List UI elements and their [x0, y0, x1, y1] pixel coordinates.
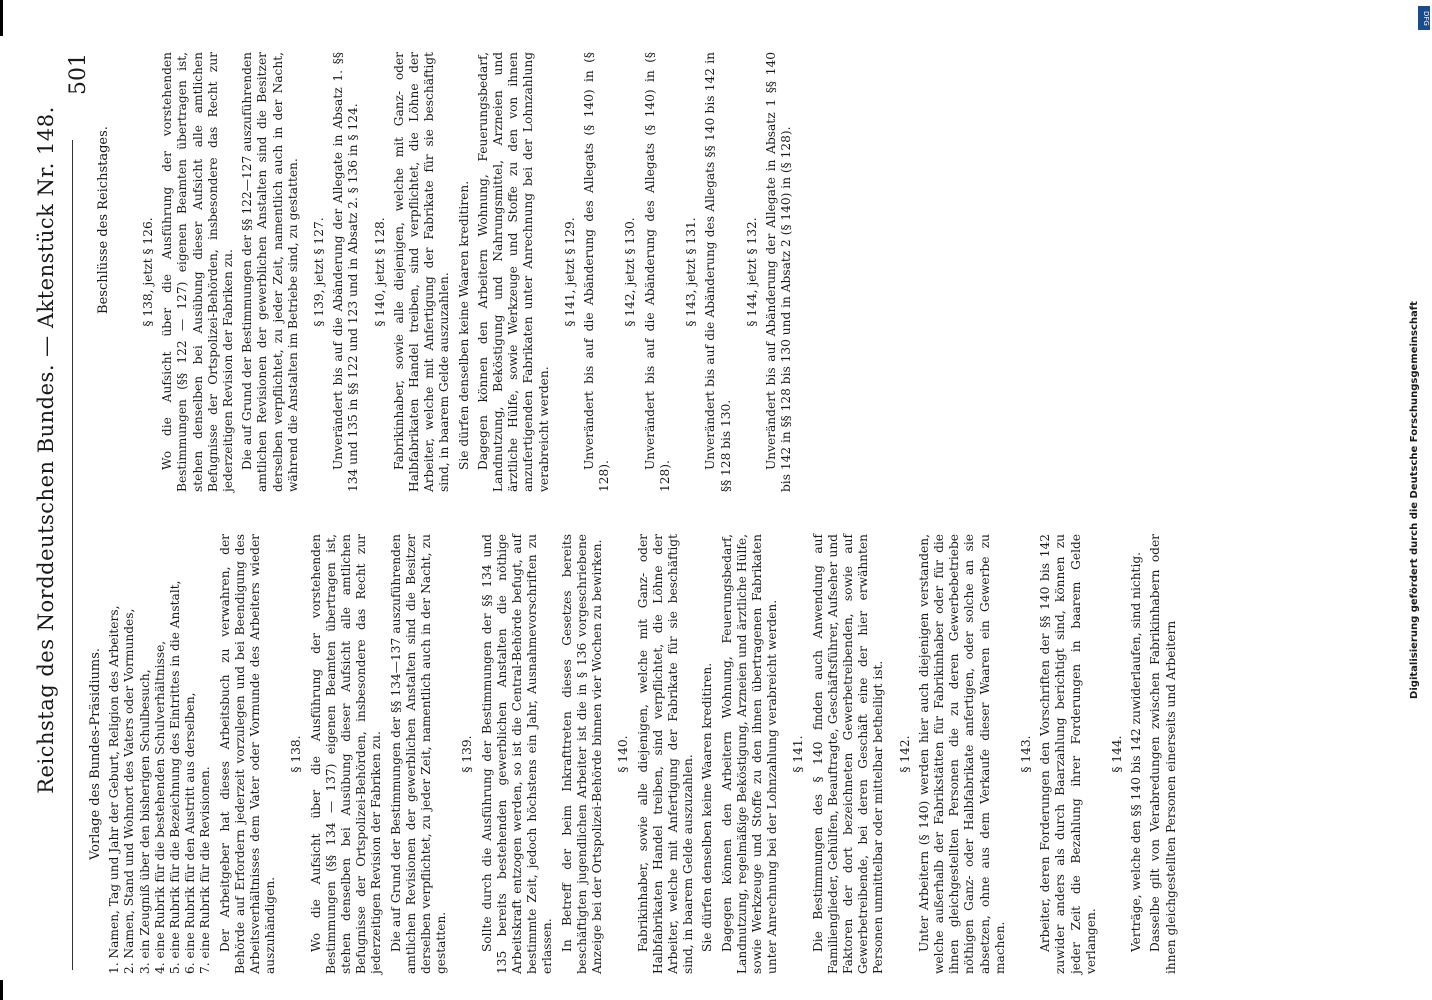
- header-rule: [72, 140, 73, 970]
- paragraph: Unter Arbeitern (§ 140) werden hier auch diejenigen verstanden, welche außerhalb der Fabrikstätten für Fabrikinhaber oder für die ihnen gleichgestellten Personen die zu deren Gewerbebetriebe nöthigen Ganz- oder Halbfabrikate anfertigen, oder solche an sie absetzen, ohne aus dem Verkaufe dieser Waaren ein Gewerbe zu machen.: [916, 534, 1007, 974]
- section-title: § 142, jetzt § 130.: [623, 217, 638, 327]
- paragraph: Unverändert bis auf die Abänderung des Allegats (§ 140) in (§ 128).: [642, 52, 672, 492]
- paragraph: Unverändert bis auf Abänderung der Allegate in Absatz 1 §§ 140 bis 142 in §§ 128 bis 130 und in Absatz 2 (§ 140) in (§ 128).: [763, 52, 794, 492]
- paragraph: Fabrikinhaber, sowie alle diejenigen, welche mit Ganz- oder Halbfabrikaten Handel treiben, sind verpflichtet, die Löhne der Arbeiter, welche mit Anfertigung der Fabrikate für sie beschäftigt sind, in baarem Gelde auszuzahlen.: [391, 52, 452, 492]
- list-item: 4. eine Rubrik für die bestehenden Schulverhältnisse,: [152, 640, 167, 974]
- page-number: 501: [66, 53, 91, 95]
- paragraph: Unverändert bis auf die Abänderung des Allegats §§ 140 bis 142 in §§ 128 bis 130.: [703, 52, 733, 492]
- section-title: § 140, jetzt § 128.: [372, 217, 387, 327]
- section-title: § 141, jetzt § 129.: [562, 217, 577, 327]
- paragraph: Wo die Aufsicht über die Ausführung der vorstehenden Bestimmungen (§§ 122 — 127) eigenen Beamten übertragen ist, stehen denselben bei Ausübung dieser Aufsicht alle amtlichen Befugnisse der Ortspolizei-Behörden, insbesondere das Recht zur jederzeitigen Revision der Fabriken zu.: [160, 52, 236, 492]
- paragraph: Fabrikinhaber, sowie alle diejenigen, welche mit Ganz- oder Halbfabrikaten Handel treiben, sind verpflichtet, die Löhne der Arbeiter, welche mit Anfertigung der Fabrikate für sie beschäftigt sind, in baarem Gelde auszuzahlen.: [635, 534, 696, 974]
- running-head: Reichstag des Norddeutschen Bundes. — Aktenstück Nr. 148.: [34, 106, 58, 794]
- paragraph: Unverändert bis auf die Abänderung der Allegate in Absatz 1. §§ 134 und 135 in §§ 122 und 123 und in Absatz 2. § 136 in § 124.: [331, 52, 361, 492]
- paragraph: Die auf Grund der Bestimmungen der §§ 122—127 auszuführenden amtlichen Revisionen der gewerblichen Anstalten sind die Besitzer derselben verpflichtet, zu jeder Zeit, namentlich auch in der Nacht, während die Anstalten im Betriebe sind, zu gestatten.: [240, 52, 300, 492]
- paragraph: Die Bestimmungen des § 140 finden auch Anwendung auf Familienglieder, Gehülfen, Beauftragte, Geschäftsführer, Aufseher und Faktoren der dort bezeichneten Gewerbetreibenden, sowie auf Gewerbetreibende, bei deren Geschäft eine der hier erwähnten Personen unmittelbar oder mittelbar betheiligt ist.: [810, 534, 886, 974]
- digitization-text: Digitalisierung gefördert durch die Deutsche Forschungsgemeinschaft: [1409, 301, 1420, 699]
- paragraph: Wo die Aufsicht über die Ausführung der vorstehenden Bestimmungen (§§ 134 — 137) eigenen Beamten übertragen ist, stehen denselben bei Ausübung dieser Aufsicht alle amtlichen Befugnisse der Ortspolizei-Behörden, insbesondere das Recht zur jederzeitigen Revision der Fabriken zu.: [308, 534, 384, 974]
- section-title: § 143, jetzt § 131.: [684, 217, 699, 327]
- paragraph: Verträge, welche den §§ 140 bis 142 zuwiderlaufen, sind nichtig.: [1129, 551, 1144, 952]
- paragraph: Unverändert bis auf die Abänderung des Allegats (§ 140) in (§ 128).: [582, 52, 612, 492]
- list-item: 6. eine Rubrik für den Austritt aus derselben,: [183, 692, 198, 974]
- section-title: § 144.: [1109, 735, 1124, 773]
- section-title: § 139, jetzt § 127.: [312, 217, 327, 327]
- list-item: 3. ein Zeugniß über den bisherigen Schulbesuch,: [137, 669, 152, 974]
- left-column-heading: Vorlage des Bundes-Präsidiums.: [88, 648, 103, 861]
- record-list: [107, 534, 213, 974]
- paragraph: Sie dürfen denselben keine Waaren kreditiren.: [700, 662, 715, 952]
- section-title: § 140.: [616, 735, 631, 773]
- section-title: § 144, jetzt § 132.: [744, 217, 759, 327]
- right-column: [130, 52, 798, 492]
- left-column: [88, 534, 1183, 974]
- paragraph: Dagegen können den Arbeitern Wohnung, Feuerungsbedarf, Landnutzung, regelmäßige Beköstigung, Arzneien und ärztliche Hülfe, sowie Werkzeuge und Stoffe zu den ihnen übertragenen Fabrikaten unter Anrechnung bei der Lohnzahlung verabreicht werden.: [719, 534, 780, 974]
- list-item: 2. Namen, Stand und Wohnort des Vaters oder Vormundes,: [122, 608, 137, 974]
- paragraph: Dasselbe gilt von Verabredungen zwischen Fabrikinhabern oder ihnen gleichgestellten Personen einerseits und Arbeitern: [1148, 534, 1178, 974]
- list-item: 7. eine Rubrik für die Revisionen.: [198, 766, 213, 974]
- section-title: § 142.: [897, 735, 912, 773]
- section-title: § 141.: [791, 735, 806, 773]
- paragraph: Die auf Grund der Bestimmungen der §§ 134—137 auszuführenden amtlichen Revisionen der gewerblichen Anstalten sind die Besitzer derselben verpflichtet, zu jeder Zeit, namentlich auch in der Nacht, zu gestatten.: [388, 534, 449, 974]
- section-title: § 143.: [1018, 735, 1033, 773]
- dfg-logo: DFG: [1418, 6, 1430, 30]
- paragraph: Dagegen können den Arbeitern Wohnung, Feuerungsbedarf, Landnutzung, Beköstigung und Nahrungsmittel, Arzneien und ärztliche Hülfe, sowie Werkzeuge und Stoffe zu den von ihnen anzufertigenden Fabrikaten unter Anrechnung bei der Lohnzahlung verabreicht werden.: [475, 52, 551, 492]
- right-column-heading: Beschlüsse des Reichstages.: [96, 126, 111, 314]
- paragraph: Der Arbeitgeber hat dieses Arbeitsbuch zu verwahren, der Behörde auf Erfordern jederzeit vorzulegen und bei Beendigung des Arbeitsverhältnisses dem Vater oder Vormunde des Arbeiters wieder auszuhändigen.: [217, 534, 278, 974]
- list-item: 1. Namen, Tag und Jahr der Geburt, Religion des Arbeiters,: [107, 605, 122, 974]
- section-title: § 139.: [460, 735, 475, 773]
- paragraph: Sie dürfen denselben keine Waaren kreditiren.: [456, 180, 471, 470]
- list-item: 5. eine Rubrik für die Bezeichnung des Eintrittes in die Anstalt,: [168, 580, 183, 974]
- section-title: § 138, jetzt § 126.: [141, 217, 155, 327]
- paragraph: Arbeiter, deren Forderungen den Vorschriften der §§ 140 bis 142 zuwider anders als durch Baarzahlung berichtigt sind, können zu jeder Zeit die Bezahlung ihrer Forderungen in baarem Gelde verlangen.: [1038, 534, 1098, 974]
- section-title: § 138.: [289, 735, 304, 773]
- paragraph: In Betreff der beim Inkrafttreten dieses Gesetzes bereits beschäftigten jugendlichen Arbeiter ist die in § 136 vorgeschriebene Anzeige bei der Ortspolizei-Behörde binnen vier Wochen zu bewirken.: [559, 534, 605, 974]
- digitization-note: [1405, 4, 1425, 996]
- paragraph: Sollte durch die Ausführung der Bestimmungen der §§ 134 und 135 bereits bestehenden gewerblichen Anstalten die nöthige Arbeitskraft entzogen werden, so ist die Central-Behörde befugt, auf bestimmte Zeit, jedoch höchstens ein Jahr, Ausnahmevorschriften zu erlassen.: [479, 534, 555, 974]
